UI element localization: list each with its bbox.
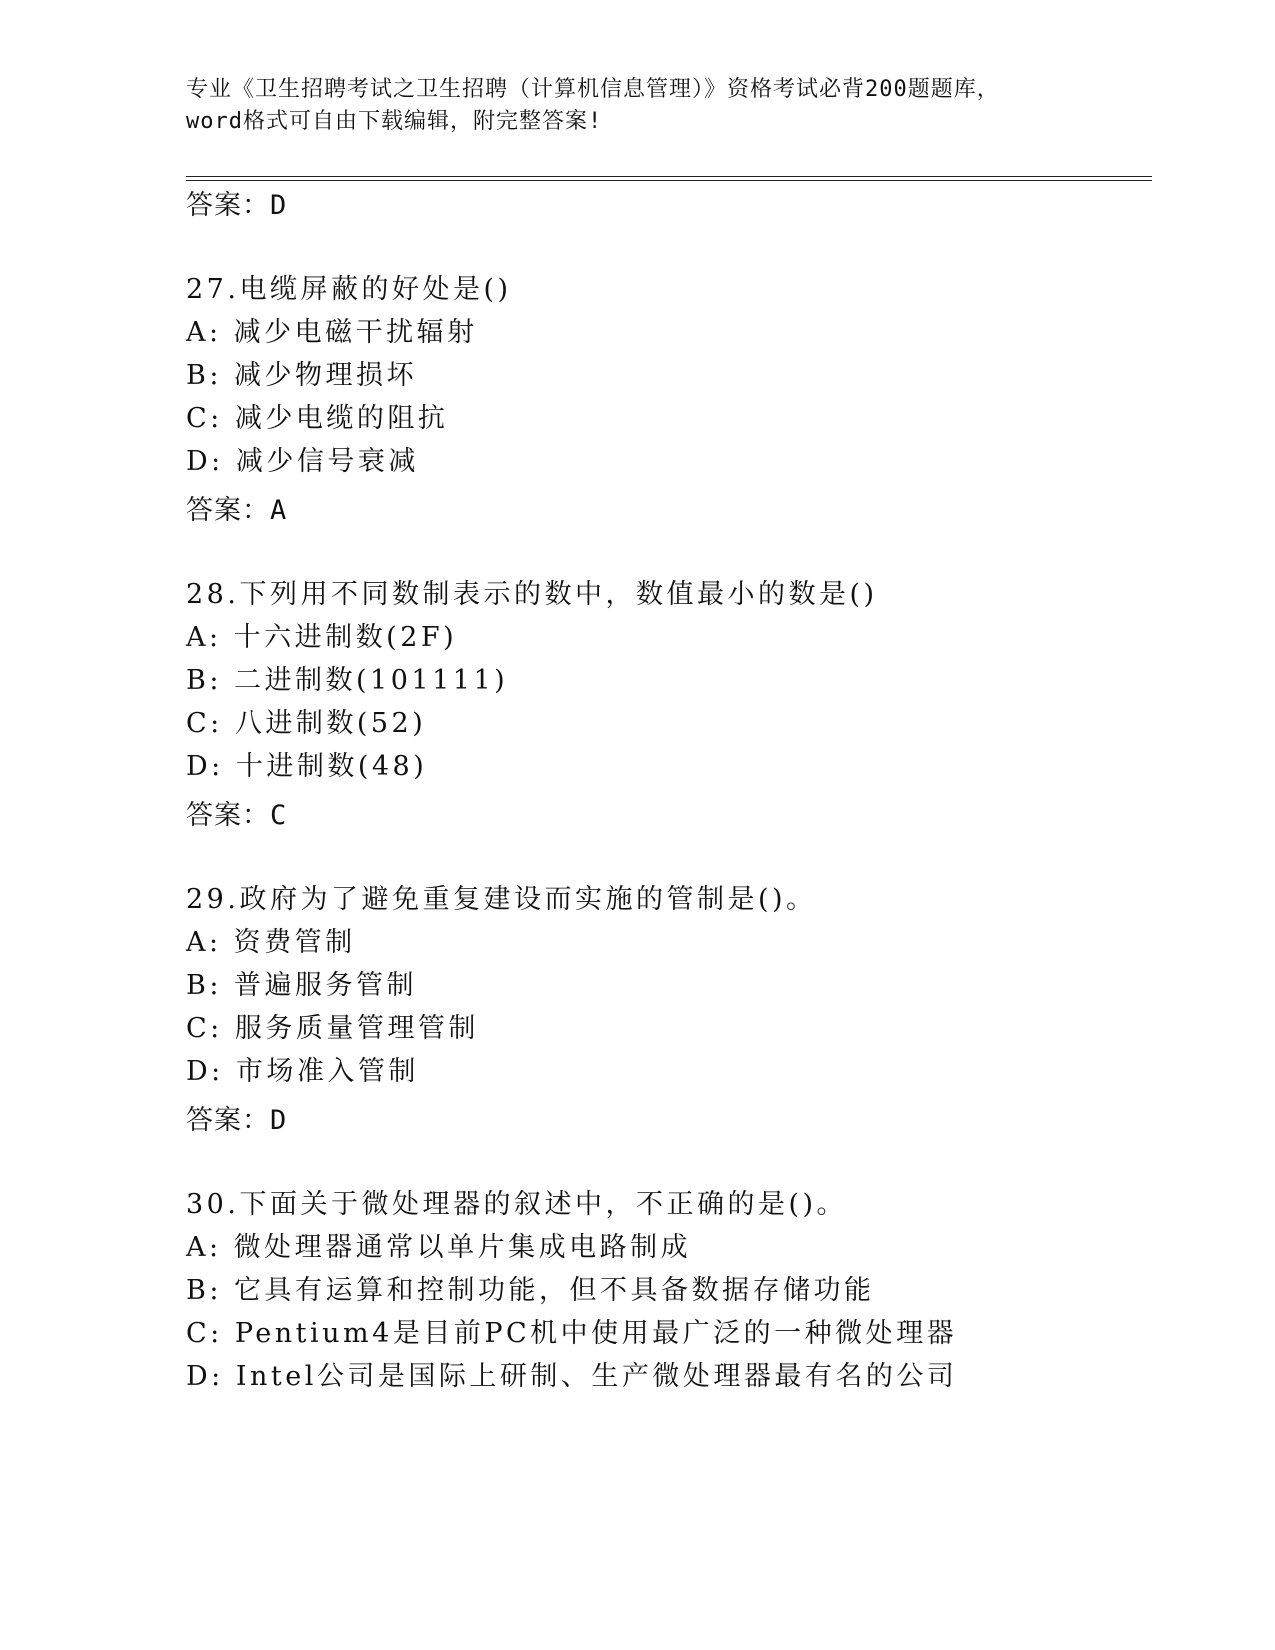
question-28-option-c: C: 八进制数(52)	[186, 708, 427, 739]
question-28-option-d: D: 十进制数(48)	[186, 751, 428, 782]
question-29-option-a: A: 资费管制	[186, 927, 356, 958]
header-line-1: 专业《卫生招聘考试之卫生招聘（计算机信息管理）》资格考试必背200题题库，	[186, 77, 1000, 102]
document-header	[186, 74, 1106, 138]
question-27-option-b: B: 减少物理损坏	[186, 360, 418, 391]
question-30-option-c: C: Pentium4是目前PC机中使用最广泛的一种微处理器	[186, 1318, 958, 1349]
question-30-option-b: B: 它具有运算和控制功能，但不具备数据存储功能	[186, 1275, 875, 1306]
question-27-answer: 答案：A	[186, 495, 288, 526]
question-28-option-a: A: 十六进制数(2F)	[186, 622, 458, 653]
prev-answer: 答案：D	[186, 190, 288, 221]
header-divider	[186, 176, 1152, 181]
question-29-option-c: C: 服务质量管理管制	[186, 1013, 479, 1044]
question-28-option-b: B: 二进制数(101111)	[186, 665, 509, 696]
question-30-option-d: D: Intel公司是国际上研制、生产微处理器最有名的公司	[186, 1361, 958, 1392]
question-30-option-a: A: 微处理器通常以单片集成电路制成	[186, 1232, 692, 1263]
question-27-option-c: C: 减少电缆的阻抗	[186, 403, 449, 434]
question-27-option-a: A: 减少电磁干扰辐射	[186, 317, 478, 348]
question-27-stem: 27.电缆屏蔽的好处是()	[186, 274, 512, 305]
question-28-answer: 答案：C	[186, 800, 288, 831]
question-29-option-d: D: 市场准入管制	[186, 1056, 419, 1087]
question-29-stem: 29.政府为了避免重复建设而实施的管制是()。	[186, 884, 817, 915]
question-30-stem: 30.下面关于微处理器的叙述中，不正确的是()。	[186, 1189, 848, 1220]
question-28-stem: 28.下列用不同数制表示的数中，数值最小的数是()	[186, 579, 878, 610]
header-line-2: word格式可自由下载编辑，附完整答案!	[186, 109, 603, 134]
question-29-option-b: B: 普遍服务管制	[186, 970, 418, 1001]
question-29-answer: 答案：D	[186, 1105, 288, 1136]
question-27-option-d: D: 减少信号衰减	[186, 446, 419, 477]
